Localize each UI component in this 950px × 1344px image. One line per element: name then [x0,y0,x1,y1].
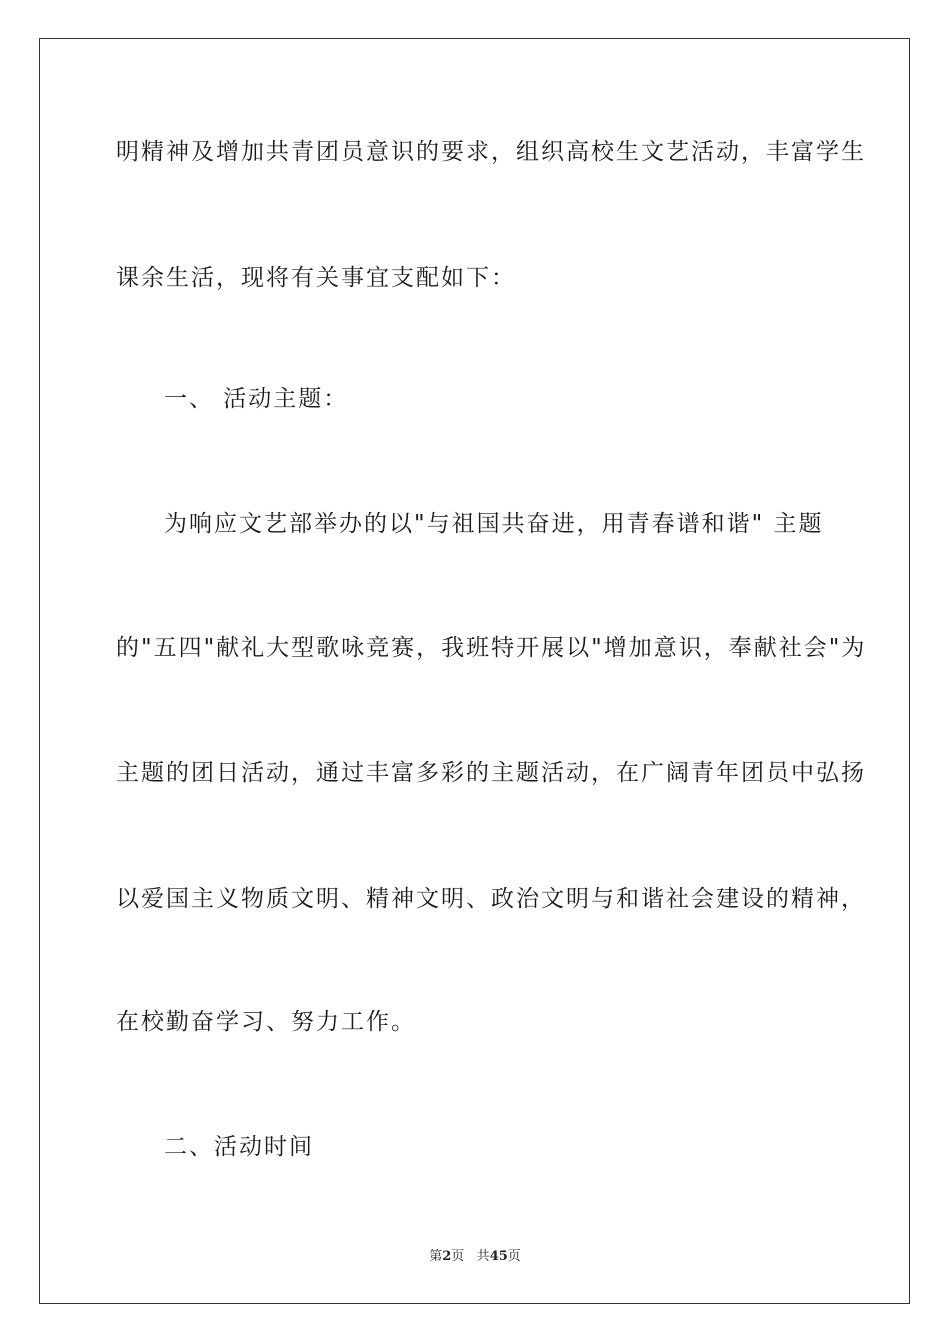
body-line-4: 为响应文艺部举办的以"与祖国共奋进，用青春谱和谐" 主题 [164,511,824,537]
body-line-8: 在校勤奋学习、努力工作。 [116,1009,416,1035]
page-suffix: 页 [451,1249,465,1264]
body-line-7: 以爱国主义物质文明、精神文明、政治文明与和谐社会建设的精神， [116,886,866,912]
body-line-1: 明精神及增加共青团员意识的要求，组织高校生文艺活动，丰富学生 [116,139,866,165]
page-footer [0,1248,950,1266]
total-pages: 45 [489,1249,508,1264]
page-prefix: 第 [429,1249,443,1264]
body-line-6: 主题的团日活动，通过丰富多彩的主题活动，在广阔青年团员中弘扬 [116,760,866,786]
total-suffix: 页 [507,1249,521,1264]
body-line-5: 的"五四"献礼大型歌咏竞赛，我班特开展以"增加意识，奉献社会"为 [116,635,867,661]
page-border [39,38,910,1304]
body-line-2: 课余生活，现将有关事宜支配如下： [116,265,516,291]
section-heading-time: 二、活动时间 [164,1134,314,1160]
section-heading-theme: 一、 活动主题： [164,386,349,412]
page-number: 2 [442,1249,452,1264]
total-prefix: 共 [476,1249,490,1264]
